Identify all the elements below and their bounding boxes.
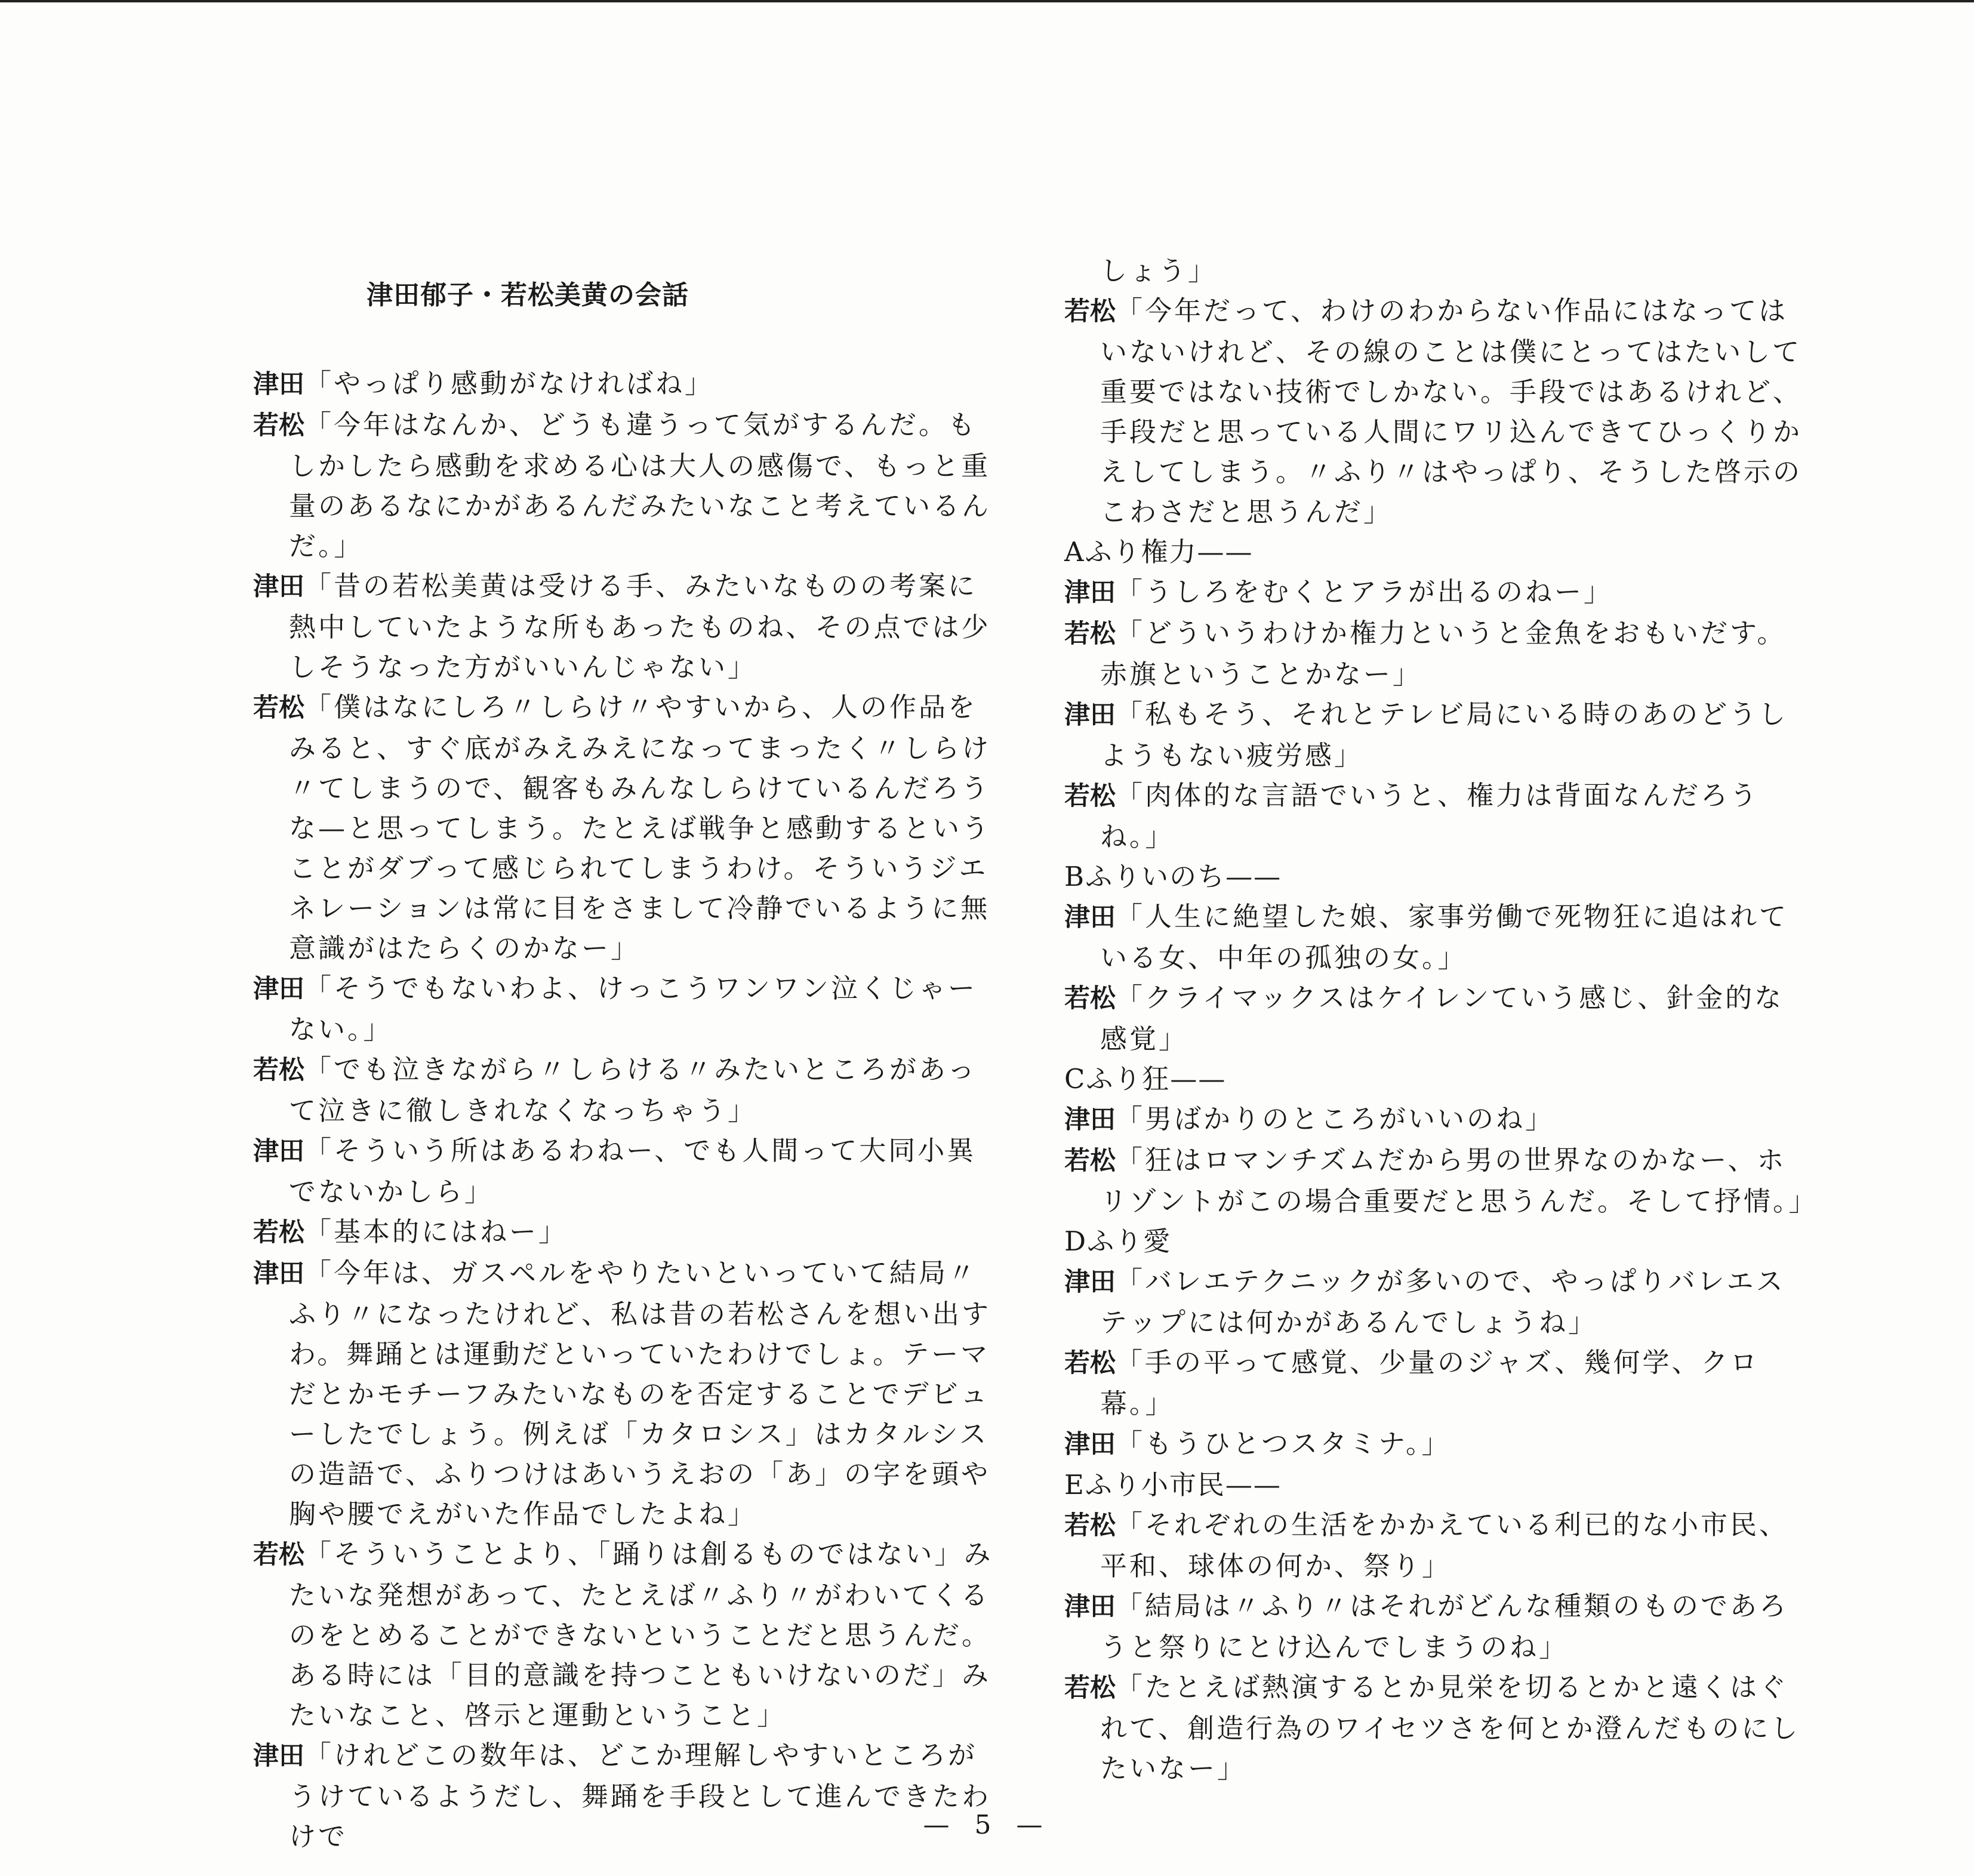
scan-top-edge (0, 0, 1974, 2)
dialogue-line (253, 566, 993, 687)
speaker-name: 若松 (253, 1218, 304, 1247)
dialogue-text: 「昔の若松美黄は受ける手、みたいなものの考案に熱中していたような所もあったものね、その点では少しそうなった方がいいんじゃない」 (289, 570, 991, 683)
speaker-name: 若松 (1064, 619, 1116, 649)
dialogue-text: 「男ばかりのところがいいのね」 (1116, 1103, 1555, 1135)
dialogue-line (1064, 978, 1804, 1059)
dialogue-line (1064, 291, 1804, 532)
speaker-name: 若松 (1064, 1673, 1116, 1703)
dialogue-text: 「人生に絶望した娘、家事労働で死物狂に追はれている女、中年の孤独の女。」 (1100, 901, 1789, 974)
right-column (1064, 251, 1818, 1788)
speaker-name: 若松 (1064, 1348, 1116, 1378)
page-number: — 5 — (923, 1810, 1051, 1840)
dialogue-line (253, 1130, 993, 1212)
dialogue-text: 「そういうことより、「踊りは創るものではない」みたいな発想があって、たとえば〃ふり〃がわいてくるのをとめることができないということだと思うんだ。ある時には「目的意識を持つこともいけないのだ」みたいなこと、啓示と運動ということ」 (289, 1538, 993, 1731)
speaker-name: 若松 (1064, 781, 1116, 811)
speaker-name: 津田 (253, 369, 304, 399)
dialogue-line (253, 364, 993, 405)
dialogue-text: 「たとえば熱演するとか見栄を切るとかと遠くはぐれて、創造行為のワイセツさを何とか澄んだものにしたいなー」 (1100, 1671, 1800, 1784)
dialogue-line (1064, 775, 1804, 857)
dialogue-text: 「結局は〃ふり〃はそれがどんな種類のものであろうと祭りにとけ込んでしまうのね」 (1100, 1590, 1789, 1663)
dialogue-line (1064, 1424, 1804, 1465)
speaker-name: 若松 (253, 411, 304, 440)
dialogue-line (253, 1534, 993, 1735)
section-heading: Aふり権力—— (1064, 536, 1254, 568)
dialogue-text: 「でも泣きながら〃しらける〃みたいところがあって泣きに徹しきれなくなっちゃう」 (289, 1053, 977, 1126)
dialogue-text: 「けれどこの数年は、どこか理解しやすいところがうけているようだし、舞踊を手段として進んできたわけで (289, 1739, 991, 1852)
speaker-name: 若松 (1064, 984, 1116, 1014)
dialogue-line (253, 405, 993, 566)
dialogue-text: 「もうひとつスタミナ。」 (1116, 1428, 1451, 1459)
dialogue-text: 「うしろをむくとアラが出るのねー」 (1116, 576, 1613, 608)
dialogue-text: 「バレエテクニックが多いので、やっぱりバレエステップには何かがあるんでしょうね」 (1100, 1265, 1785, 1338)
dialogue-text: 「クライマックスはケイレンていう感じ、針金的な感覚」 (1100, 982, 1784, 1055)
dialogue-text: 「肉体的な言語でいうと、権力は背面なんだろうね。」 (1100, 780, 1760, 852)
dialogue-text: 「やっぱり感動がなければね」 (304, 368, 715, 399)
section-heading: Cふり狂—— (1064, 1063, 1227, 1095)
speaker-name: 津田 (1064, 902, 1116, 932)
dialogue-line (253, 1049, 993, 1130)
dialogue-text: 「手の平って感覚、少量のジャズ、幾何学、クロ幕。」 (1100, 1347, 1760, 1419)
speaker-name: 津田 (1064, 1592, 1116, 1622)
dialogue-line (253, 1253, 993, 1534)
dialogue-text: 「僕はなにしろ〃しらけ〃やすいから、人の作品をみると、すぐ底がみえみえになってまったく〃しらけ〃てしまうので、観客もみんなしらけているんだろうな—と思ってしまう。たとえば戦争と感動するということがダブって感じられてしまうわけ。そういうジエネレーションは常に目をさまして冷静でいるように無意識がはたらくのかなー」 (289, 691, 991, 964)
dialogue-line (1064, 1505, 1804, 1586)
speaker-name: 津田 (253, 572, 304, 602)
dialogue-line (1064, 1261, 1804, 1342)
dialogue-line (1064, 1140, 1818, 1221)
dialogue-text: 「そういう所はあるわねー、でも人間って大同小異でないかしら」 (289, 1135, 977, 1207)
article-title: 津田郁子・若松美黄の会話 (367, 280, 689, 310)
dialogue-text: 「狂はロマンチズムだから男の世界なのかなー、ホリゾントがこの場合重要だと思うんだ。そして抒情。」 (1100, 1144, 1818, 1217)
dialogue-line (1064, 613, 1804, 694)
dialogue-line (1064, 1667, 1804, 1788)
dialogue-line (1064, 897, 1804, 978)
dialogue-text: 「そうでもないわよ、けっこうワンワン泣くじゃーない。」 (289, 972, 978, 1045)
dialogue-line (253, 687, 993, 968)
dialogue-line (1064, 1099, 1804, 1140)
speaker-name: 津田 (253, 1136, 304, 1166)
dialogue-text: 「今年だって、わけのわからない作品にはなってはいないけれど、その線のことは僕にとってはたいして重要ではない技術でしかない。手段ではあるけれど、手段だと思っている人間にワリ込んできてひっくりかえしてしまう。〃ふり〃はやっぱり、そうした啓示のこわさだと思うんだ」 (1100, 295, 1803, 528)
dialogue-line (1064, 572, 1804, 613)
speaker-name: 若松 (253, 1540, 304, 1570)
speaker-name: 津田 (1064, 1430, 1116, 1459)
dialogue-line (253, 968, 993, 1049)
speaker-name: 津田 (1064, 700, 1116, 730)
dialogue-text: 「私もそう、それとテレビ局にいる時のあのどうしようもない疲労感」 (1100, 698, 1788, 771)
left-column (253, 278, 993, 1856)
speaker-name: 若松 (1064, 1511, 1116, 1541)
speaker-name: 津田 (253, 1259, 304, 1289)
section-heading: Eふり小市民—— (1064, 1469, 1282, 1501)
dialogue-text: 「どういうわけか権力というと金魚をおもいだす。赤旗ということかなー」 (1100, 617, 1787, 690)
speaker-name: 津田 (253, 974, 304, 1004)
speaker-name: 津田 (1064, 1105, 1116, 1135)
speaker-name: 津田 (1064, 578, 1116, 608)
speaker-name: 若松 (253, 693, 304, 723)
dialogue-text: 「今年はなんか、どうも違うって気がするんだ。もしかしたら感動を求める心は大人の感傷で、もっと重量のあるなにかがあるんだみたいなこと考えているんだ。」 (289, 409, 991, 562)
dialogue-line (253, 1212, 993, 1253)
dialogue-text: 「基本的にはねー」 (304, 1216, 568, 1247)
dialogue-text: 「今年は、ガスペルをやりたいといっていて結局〃ふり〃になったけれど、私は昔の若松さんを想い出すわ。舞踊とは運動だといっていたわけでしょ。テーマだとかモチーフみたいなものを否定することでデビューしたでしょう。例えば「カタロシス」はカタルシスの造語で、ふりつけはあいうえおの「あ」の字を頭や胸や腰でえがいた作品でしたよね」 (289, 1257, 991, 1530)
speaker-name: 若松 (1064, 297, 1116, 326)
speaker-name: 若松 (1064, 1146, 1116, 1176)
dialogue-line (1064, 1342, 1804, 1424)
dialogue-text: 「それぞれの生活をかかえている利已的な小市民、平和、球体の何か、祭り」 (1100, 1509, 1789, 1582)
speaker-name: 津田 (253, 1741, 304, 1771)
dialogue-line (1064, 1586, 1804, 1667)
section-heading: Bふりいのち—— (1064, 861, 1282, 892)
dialogue-line (1064, 694, 1804, 775)
speaker-name: 若松 (253, 1055, 304, 1085)
speaker-name: 津田 (1064, 1267, 1116, 1297)
section-heading: Dふり愛 (1064, 1225, 1172, 1257)
continued-text: しょう」 (1100, 255, 1218, 287)
